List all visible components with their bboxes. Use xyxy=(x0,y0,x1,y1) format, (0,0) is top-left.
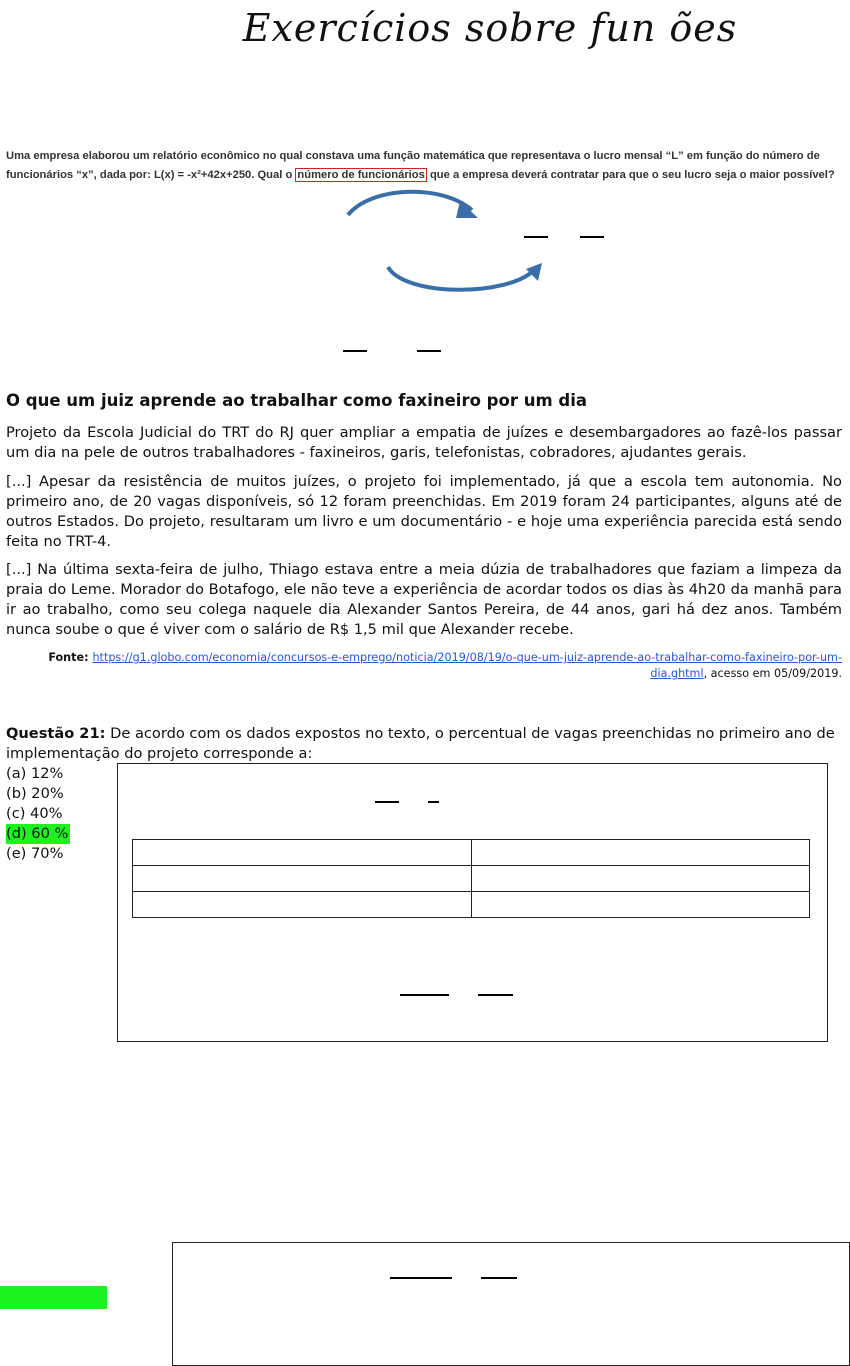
table-cell xyxy=(471,866,810,892)
option-b[interactable]: (b) 20% xyxy=(6,785,64,802)
question-text: De acordo com os dados expostos no texto, o percentual de vagas preenchidas no primeiro ano de implementação do projeto corresponde a: xyxy=(6,725,835,762)
table-row xyxy=(133,892,810,918)
fraction-bar xyxy=(524,236,548,238)
answer-options xyxy=(6,764,70,864)
table-cell xyxy=(133,866,472,892)
fraction-bar xyxy=(481,1277,517,1279)
question-label: Questão 21: xyxy=(6,725,106,742)
article-title: O que um juiz aprende ao trabalhar como faxineiro por um dia xyxy=(6,391,587,410)
fraction-bar xyxy=(343,350,367,352)
problem-statement xyxy=(6,147,844,185)
source-citation xyxy=(6,650,842,682)
lower-arrow xyxy=(388,267,535,290)
table-cell xyxy=(471,892,810,918)
option-d-correct[interactable]: (d) 60 % xyxy=(6,825,69,842)
table-row xyxy=(133,866,810,892)
option-e[interactable]: (e) 70% xyxy=(6,845,64,862)
fraction-bar xyxy=(428,801,439,803)
fraction-bar xyxy=(400,994,449,996)
table-row xyxy=(133,840,810,866)
table-cell xyxy=(133,892,472,918)
article-paragraph: Projeto da Escola Judicial do TRT do RJ quer ampliar a empatia de juízes e desembargadores ao fazê-los passar um dia na pele de outros trabalhadores - faxineiros, garis, telefonistas, cobradores, ajudantes gerais. xyxy=(6,424,842,461)
curved-arrows-diagram xyxy=(330,185,560,300)
highlighted-term: número de funcionários xyxy=(297,169,425,181)
fraction-bar xyxy=(375,801,399,803)
table-cell xyxy=(133,840,472,866)
fraction-bar xyxy=(478,994,513,996)
option-a[interactable]: (a) 12% xyxy=(6,765,64,782)
empty-table xyxy=(132,839,810,918)
green-highlight-bar xyxy=(0,1286,107,1309)
upper-arrow xyxy=(348,192,472,215)
source-label: Fonte: xyxy=(48,651,93,664)
question-21 xyxy=(6,724,842,764)
source-link[interactable]: https://g1.globo.com/economia/concursos-e-emprego/noticia/2019/08/19/o-que-um-juiz-aprende-ao-trabalhar-como-faxineiro-por-um-dia.ghtml xyxy=(92,651,842,680)
source-suffix: , acesso em 05/09/2019. xyxy=(703,667,842,680)
fraction-bar xyxy=(580,236,604,238)
option-c[interactable]: (c) 40% xyxy=(6,805,63,822)
page-title: Exercícios sobre fun ões xyxy=(242,6,738,50)
problem-text-after: que a empresa deverá contratar para que o seu lucro seja o maior possível? xyxy=(426,169,835,181)
fraction-bar xyxy=(417,350,441,352)
answer-box xyxy=(172,1242,850,1366)
problem-text-before: Uma empresa elaborou um relatório econômico no qual constava uma função matemática que representava o lucro mensal “L” em função do número de funcionários “x”, dada por: L(x) = -x²+42x+250. Qual o xyxy=(6,150,820,181)
lower-arrow-head xyxy=(526,263,542,281)
article-paragraph: [...] Apesar da resistência de muitos juízes, o projeto foi implementado, já que a escola tem autonomia. No primeiro ano, de 20 vagas disponíveis, só 12 foram preenchidas. Em 2019 foram 24 participantes, alguns até de outros Estados. Do projeto, resultaram um livro e um documentário - e hoje uma experiência parecida está sendo feita no TRT-4. xyxy=(6,473,842,550)
article-paragraph: [...] Na última sexta-feira de julho, Thiago estava entre a meia dúzia de trabalhadores que faziam a limpeza da praia do Leme. Morador do Botafogo, ele não teve a experiência de acordar todos os dias às 4h20 da manhã para ir ao trabalho, como seu colega naquele dia Alexander Santos Pereira, de 44 anos, gari há dez anos. Também nunca soube o que é viver com o salário de R$ 1,5 mil que Alexander recebe. xyxy=(6,561,842,638)
table-cell xyxy=(471,840,810,866)
fraction-bar xyxy=(390,1277,452,1279)
